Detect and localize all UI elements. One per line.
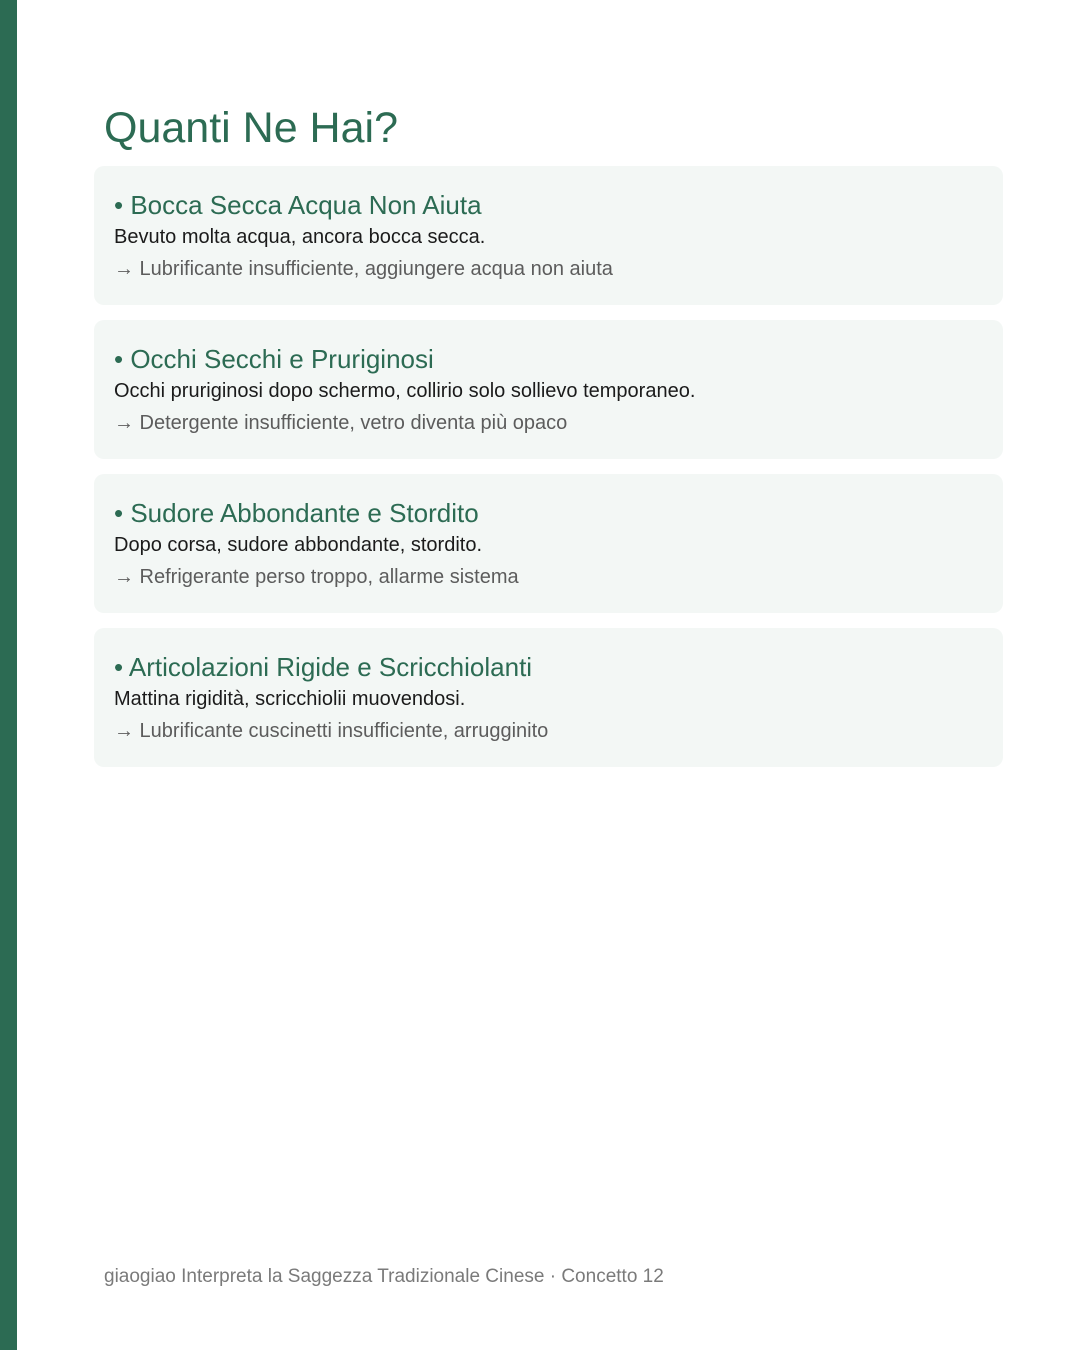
symptom-card-title: • Articolazioni Rigide e Scricchiolanti	[114, 652, 533, 682]
symptom-card-description: Dopo corsa, sudore abbondante, stordito.	[114, 534, 483, 556]
page-title: Quanti Ne Hai?	[104, 104, 398, 152]
symptom-card-description: Bevuto molta acqua, ancora bocca secca.	[114, 226, 486, 248]
symptom-card	[94, 166, 1003, 305]
symptom-card	[94, 320, 1003, 459]
symptom-card-title: • Bocca Secca Acqua Non Aiuta	[114, 190, 482, 220]
symptom-card-title: • Sudore Abbondante e Stordito	[114, 498, 479, 528]
symptom-card-note: → Lubrificante cuscinetti insufficiente, arrugginito	[114, 720, 549, 742]
symptom-card-note: → Detergente insufficiente, vetro diventa più opaco	[114, 412, 568, 434]
symptom-card-note: → Refrigerante perso troppo, allarme sistema	[114, 566, 519, 588]
symptom-card-title: • Occhi Secchi e Pruriginosi	[114, 344, 434, 374]
accent-side-bar	[0, 0, 17, 1350]
symptom-card-description: Mattina rigidità, scricchiolii muovendosi.	[114, 688, 466, 710]
symptom-card-list	[94, 166, 1003, 782]
symptom-card	[94, 474, 1003, 613]
symptom-card-note: → Lubrificante insufficiente, aggiungere acqua non aiuta	[114, 258, 613, 280]
symptom-card-description: Occhi pruriginosi dopo schermo, collirio solo sollievo temporaneo.	[114, 380, 696, 402]
symptom-card	[94, 628, 1003, 767]
footer-caption: giaogiao Interpreta la Saggezza Tradizionale Cinese · Concetto 12	[104, 1266, 664, 1287]
